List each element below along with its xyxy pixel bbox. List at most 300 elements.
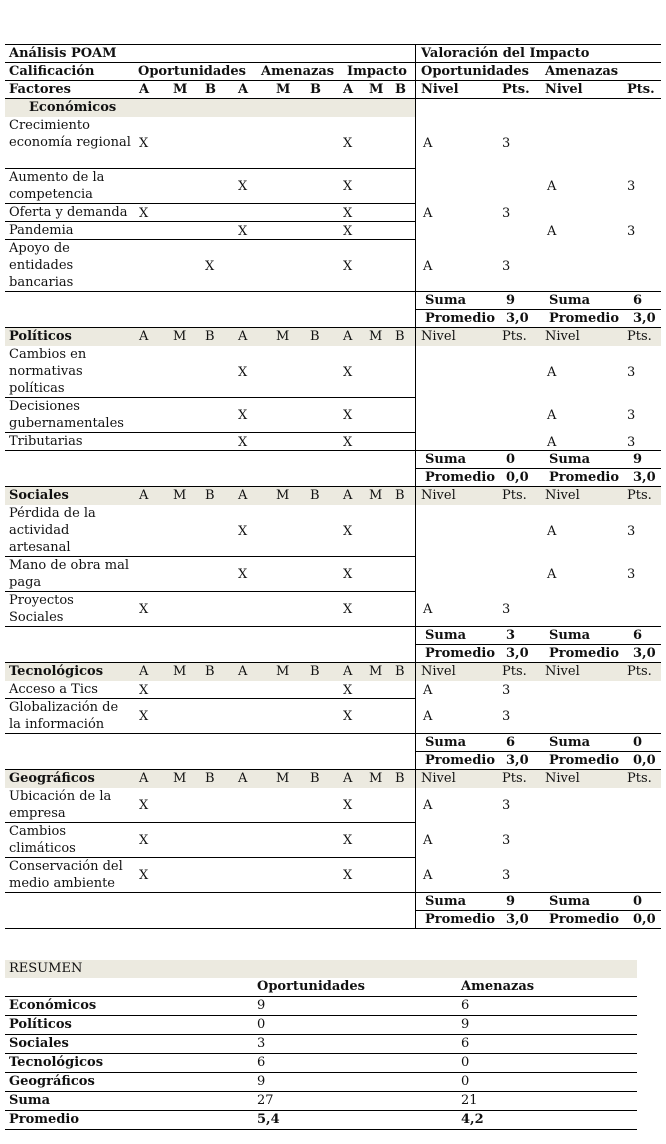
label-nivel: Nivel [545, 329, 580, 344]
resumen-row-label: Sociales [9, 1036, 69, 1051]
section-title: Políticos [9, 329, 72, 344]
section-header [5, 99, 661, 117]
label-calificacion: Calificación [9, 64, 95, 79]
resumen-row [5, 997, 637, 1016]
label-nivel: Nivel [421, 82, 459, 97]
factor-name: Oferta y demanda [9, 205, 128, 220]
nivel-op: A [423, 259, 433, 274]
suma-label: Suma [549, 735, 591, 750]
level-header: A [238, 664, 248, 679]
resumen-row-label: Políticos [9, 1017, 72, 1032]
suma-label: Suma [549, 628, 591, 643]
column-divider [415, 451, 416, 469]
column-divider [415, 81, 416, 99]
label-pts: Pts. [627, 488, 652, 503]
label-pts: Pts. [627, 664, 652, 679]
mark-impacto: X [343, 524, 353, 539]
mark-impacto: X [343, 408, 353, 423]
column-divider [415, 222, 416, 240]
mark-oportunidad: X [205, 259, 215, 274]
label-pts: Pts. [502, 488, 527, 503]
mark-impacto: X [343, 136, 353, 151]
level-header: B [310, 82, 321, 97]
column-divider [415, 99, 416, 117]
mark-impacto: X [343, 206, 353, 221]
factor-row [5, 433, 661, 451]
mark-oportunidad: X [139, 683, 149, 698]
section-header [5, 663, 661, 681]
mark-impacto: X [343, 179, 353, 194]
suma-am: 0 [633, 894, 643, 909]
level-header: B [395, 82, 406, 97]
column-divider [415, 433, 416, 451]
resumen-header-row [5, 978, 637, 997]
resumen-row-am: 6 [461, 1036, 470, 1051]
nivel-am: A [547, 524, 557, 539]
suma-op: 9 [506, 894, 516, 909]
mark-impacto: X [343, 709, 353, 724]
pts-op: 3 [502, 868, 511, 883]
promedio-label: Promedio [425, 753, 496, 768]
factor-name: Aumento de la competencia [9, 170, 105, 202]
level-header: M [173, 664, 187, 679]
resumen-row-op: 6 [257, 1055, 266, 1070]
promedio-label: Promedio [425, 311, 496, 326]
promedio-op: 3,0 [506, 311, 529, 326]
level-header: B [310, 329, 320, 344]
column-divider [415, 169, 416, 204]
promedio-label: Promedio [425, 646, 496, 661]
column-divider [415, 645, 416, 663]
resumen-title-row [5, 960, 637, 978]
promedio-am: 0,0 [633, 912, 656, 927]
promedio-row [5, 310, 661, 328]
factor-row [5, 169, 661, 204]
row-divider [415, 892, 661, 893]
label-pts: Pts. [502, 771, 527, 786]
header-row-3 [5, 81, 661, 99]
factor-name: Acceso a Tics [9, 682, 98, 697]
nivel-am: A [547, 435, 557, 450]
level-header: A [139, 664, 149, 679]
level-header: M [173, 329, 187, 344]
suma-row [5, 893, 661, 911]
promedio-label: Promedio [425, 470, 496, 485]
column-divider [415, 117, 416, 169]
resumen-row-op: 9 [257, 998, 266, 1013]
column-divider [415, 592, 416, 627]
mark-amenaza: X [238, 567, 248, 582]
cell-band [416, 99, 661, 117]
column-divider [415, 292, 416, 310]
pts-am: 3 [627, 365, 636, 380]
factor-name: Mano de obra mal paga [9, 558, 130, 590]
label-nivel: Nivel [545, 488, 580, 503]
factor-row [5, 346, 661, 398]
level-header: A [139, 329, 149, 344]
resumen-row-op: 3 [257, 1036, 266, 1051]
mark-impacto: X [343, 833, 353, 848]
factor-row [5, 204, 661, 222]
factor-name: Apoyo de entidades bancarias [9, 241, 74, 290]
level-header: A [238, 82, 249, 97]
mark-amenaza: X [238, 365, 248, 380]
factor-row [5, 681, 661, 699]
column-divider [415, 823, 416, 858]
nivel-op: A [423, 602, 433, 617]
label-pts: Pts. [502, 329, 527, 344]
promedio-row [5, 645, 661, 663]
resumen-col-amenazas: Amenazas [461, 979, 535, 994]
promedio-op: 3,0 [506, 912, 529, 927]
factor-row [5, 240, 661, 292]
factor-name: Pérdida de la actividad artesanal [9, 506, 96, 555]
label-nivel: Nivel [421, 488, 456, 503]
label-nivel: Nivel [545, 82, 583, 97]
pts-am: 3 [627, 179, 636, 194]
label-pts: Pts. [502, 664, 527, 679]
promedio-op: 3,0 [506, 646, 529, 661]
level-header: B [310, 488, 320, 503]
factor-name: Globalización de la información [9, 700, 119, 732]
level-header: A [139, 771, 149, 786]
mark-impacto: X [343, 868, 353, 883]
column-divider [415, 505, 416, 557]
column-divider [415, 699, 416, 734]
column-divider [415, 63, 416, 81]
promedio-label: Promedio [549, 753, 620, 768]
section-header [5, 328, 661, 346]
section-header [5, 487, 661, 505]
resumen-row-op: 9 [257, 1074, 266, 1089]
pts-op: 3 [502, 602, 511, 617]
level-header: A [343, 664, 353, 679]
suma-am: 6 [633, 628, 643, 643]
label-nivel: Nivel [545, 771, 580, 786]
promedio-row [5, 469, 661, 487]
level-header: B [205, 771, 215, 786]
section-title: Geográficos [9, 771, 95, 786]
resumen-row-am: 6 [461, 998, 470, 1013]
label-amenazas: Amenazas [261, 64, 335, 79]
column-divider [415, 45, 416, 63]
resumen-row [5, 1016, 637, 1035]
label-nivel: Nivel [421, 329, 456, 344]
level-header: A [343, 82, 354, 97]
column-divider [415, 346, 416, 398]
level-header: M [276, 771, 290, 786]
mark-impacto: X [343, 602, 353, 617]
resumen-row-label: Promedio [9, 1112, 80, 1127]
suma-label: Suma [425, 735, 467, 750]
section-header [5, 770, 661, 788]
column-divider [415, 681, 416, 699]
pts-op: 3 [502, 206, 511, 221]
suma-label: Suma [549, 452, 591, 467]
mark-impacto: X [343, 435, 353, 450]
resumen-row [5, 1111, 637, 1130]
column-divider [415, 752, 416, 770]
suma-label: Suma [549, 894, 591, 909]
level-header: B [205, 664, 215, 679]
resumen-row-label: Tecnológicos [9, 1055, 104, 1070]
nivel-am: A [547, 365, 557, 380]
level-header: B [395, 488, 405, 503]
pts-op: 3 [502, 798, 511, 813]
column-divider [415, 204, 416, 222]
resumen-row-am: 0 [461, 1055, 470, 1070]
mark-amenaza: X [238, 435, 248, 450]
level-header: B [205, 82, 216, 97]
factor-name: Conservación del medio ambiente [9, 859, 123, 891]
pts-am: 3 [627, 435, 636, 450]
pts-am: 3 [627, 524, 636, 539]
level-header: B [395, 771, 405, 786]
resumen-row-label: Geográficos [9, 1074, 95, 1089]
level-header: B [205, 488, 215, 503]
promedio-row [5, 752, 661, 770]
suma-row [5, 451, 661, 469]
column-divider [415, 770, 416, 788]
level-header: B [395, 664, 405, 679]
factor-name: Decisiones gubernamentales [9, 399, 124, 431]
resumen-row [5, 1092, 637, 1111]
suma-am: 0 [633, 735, 643, 750]
nivel-op: A [423, 833, 433, 848]
resumen-row-label: Suma [9, 1093, 51, 1108]
label-pts: Pts. [627, 82, 655, 97]
resumen-row [5, 1035, 637, 1054]
nivel-am: A [547, 179, 557, 194]
level-header: M [173, 82, 188, 97]
label-nivel: Nivel [421, 664, 456, 679]
factor-name: Crecimiento economía regional [9, 118, 131, 150]
resumen-row-am: 21 [461, 1093, 478, 1108]
level-header: M [369, 664, 383, 679]
promedio-op: 3,0 [506, 753, 529, 768]
promedio-op: 0,0 [506, 470, 529, 485]
resumen-row-op: 5,4 [257, 1112, 280, 1127]
factor-row [5, 557, 661, 592]
factor-row [5, 592, 661, 627]
title-valoracion: Valoración del Impacto [421, 46, 590, 61]
row-divider [415, 733, 661, 734]
factor-row [5, 222, 661, 240]
column-divider [415, 663, 416, 681]
nivel-op: A [423, 136, 433, 151]
header-row-1 [5, 45, 661, 63]
promedio-am: 0,0 [633, 753, 656, 768]
factor-row [5, 823, 661, 858]
column-divider [415, 487, 416, 505]
suma-op: 3 [506, 628, 516, 643]
resumen-row-op: 0 [257, 1017, 266, 1032]
suma-label: Suma [425, 452, 467, 467]
factor-row [5, 117, 661, 169]
suma-am: 6 [633, 293, 643, 308]
pts-am: 3 [627, 408, 636, 423]
pts-op: 3 [502, 136, 511, 151]
column-divider [415, 240, 416, 292]
nivel-op: A [423, 798, 433, 813]
column-divider [415, 788, 416, 823]
suma-op: 9 [506, 293, 516, 308]
level-header: M [369, 488, 383, 503]
promedio-label: Promedio [425, 912, 496, 927]
row-divider [415, 450, 661, 451]
mark-impacto: X [343, 224, 353, 239]
suma-op: 0 [506, 452, 516, 467]
nivel-op: A [423, 709, 433, 724]
level-header: A [238, 771, 248, 786]
label-pts: Pts. [627, 771, 652, 786]
promedio-label: Promedio [549, 646, 620, 661]
level-header: A [139, 488, 149, 503]
resumen-row [5, 1054, 637, 1073]
row-divider [5, 928, 661, 929]
factor-name: Cambios climáticos [9, 824, 76, 856]
nivel-op: A [423, 683, 433, 698]
row-divider [415, 626, 661, 627]
promedio-label: Promedio [549, 470, 620, 485]
factor-row [5, 858, 661, 893]
level-header: M [276, 82, 291, 97]
row-divider [415, 291, 661, 292]
resumen-table [5, 960, 637, 1130]
factor-name: Tributarias [9, 434, 83, 449]
resumen-row [5, 1073, 637, 1092]
header-row-2 [5, 63, 661, 81]
mark-amenaza: X [238, 179, 248, 194]
mark-oportunidad: X [139, 798, 149, 813]
level-header: M [369, 329, 383, 344]
label-val-amenazas: Amenazas [545, 64, 619, 79]
column-divider [415, 627, 416, 645]
label-impacto: Impacto [347, 64, 407, 79]
mark-amenaza: X [238, 224, 248, 239]
label-nivel: Nivel [545, 664, 580, 679]
mark-oportunidad: X [139, 833, 149, 848]
column-divider [415, 858, 416, 893]
level-header: A [343, 329, 353, 344]
factor-name: Cambios en normativas políticas [9, 347, 87, 396]
factor-row [5, 788, 661, 823]
mark-impacto: X [343, 365, 353, 380]
level-header: A [139, 82, 150, 97]
title-analisis: Análisis POAM [9, 46, 117, 61]
suma-row [5, 292, 661, 310]
promedio-row [5, 911, 661, 929]
column-divider [415, 893, 416, 911]
pts-op: 3 [502, 259, 511, 274]
label-pts: Pts. [627, 329, 652, 344]
suma-row [5, 734, 661, 752]
label-oportunidades: Oportunidades [138, 64, 246, 79]
poam-table [5, 44, 661, 929]
section-title: Tecnológicos [9, 664, 104, 679]
factor-row [5, 699, 661, 734]
nivel-op: A [423, 206, 433, 221]
mark-oportunidad: X [139, 136, 149, 151]
promedio-am: 3,0 [633, 311, 656, 326]
mark-oportunidad: X [139, 602, 149, 617]
promedio-label: Promedio [549, 311, 620, 326]
mark-impacto: X [343, 683, 353, 698]
pts-am: 3 [627, 567, 636, 582]
level-header: A [238, 488, 248, 503]
pts-op: 3 [502, 833, 511, 848]
suma-label: Suma [425, 894, 467, 909]
factor-name: Pandemia [9, 223, 74, 238]
resumen-row-label: Económicos [9, 998, 97, 1013]
resumen-row-am: 0 [461, 1074, 470, 1089]
level-header: B [395, 329, 405, 344]
nivel-op: A [423, 868, 433, 883]
column-divider [415, 734, 416, 752]
mark-oportunidad: X [139, 206, 149, 221]
suma-label: Suma [425, 293, 467, 308]
label-pts: Pts. [502, 82, 530, 97]
level-header: M [369, 82, 384, 97]
level-header: M [369, 771, 383, 786]
suma-op: 6 [506, 735, 516, 750]
label-nivel: Nivel [421, 771, 456, 786]
resumen-row-op: 27 [257, 1093, 274, 1108]
factor-name: Ubicación de la empresa [9, 789, 112, 821]
column-divider [415, 557, 416, 592]
nivel-am: A [547, 408, 557, 423]
resumen-row-am: 4,2 [461, 1112, 484, 1127]
mark-impacto: X [343, 798, 353, 813]
level-header: M [173, 771, 187, 786]
level-header: A [238, 329, 248, 344]
suma-label: Suma [425, 628, 467, 643]
level-header: A [343, 771, 353, 786]
section-title: Económicos [29, 100, 117, 115]
factor-name: Proyectos Sociales [9, 593, 74, 625]
column-divider [415, 398, 416, 433]
level-header: M [276, 488, 290, 503]
resumen-row-am: 9 [461, 1017, 470, 1032]
pts-op: 3 [502, 683, 511, 698]
resumen-col-oportunidades: Oportunidades [257, 979, 365, 994]
promedio-am: 3,0 [633, 646, 656, 661]
mark-impacto: X [343, 567, 353, 582]
suma-am: 9 [633, 452, 643, 467]
nivel-am: A [547, 567, 557, 582]
level-header: B [205, 329, 215, 344]
section-title: Sociales [9, 488, 69, 503]
level-header: B [310, 664, 320, 679]
mark-oportunidad: X [139, 868, 149, 883]
mark-amenaza: X [238, 524, 248, 539]
mark-impacto: X [343, 259, 353, 274]
promedio-am: 3,0 [633, 470, 656, 485]
column-divider [415, 310, 416, 328]
factor-row [5, 505, 661, 557]
level-header: M [276, 664, 290, 679]
column-divider [415, 469, 416, 487]
column-divider [415, 328, 416, 346]
level-header: M [173, 488, 187, 503]
label-val-oportunidades: Oportunidades [421, 64, 529, 79]
suma-row [5, 627, 661, 645]
pts-am: 3 [627, 224, 636, 239]
column-divider [415, 911, 416, 929]
mark-oportunidad: X [139, 709, 149, 724]
factor-row [5, 398, 661, 433]
mark-amenaza: X [238, 408, 248, 423]
